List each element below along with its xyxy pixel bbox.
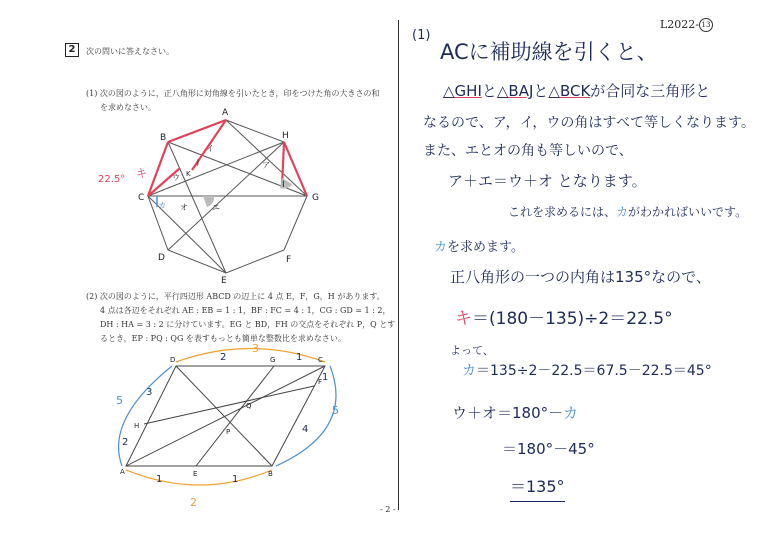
label-c: C [138,193,145,203]
segment-ac [126,366,325,466]
label-d: D [158,253,165,263]
triangle-baj: △BAJ [496,82,534,100]
p-label-h: H [134,422,140,430]
p-label-d: D [170,356,176,364]
num-left-upper: 3 [146,387,153,398]
label-k: K [186,170,191,178]
label-ka-kana: カ [158,201,166,210]
num-bottom-arc: 2 [190,496,197,509]
answer-line-5: ア＋エ＝ウ＋オ となります。 [448,172,647,190]
label-ki-kana: キ [136,167,147,180]
label-i: I [282,180,285,190]
answer-line-11: カ＝135÷2－22.5＝67.5－22.5＝45° [462,363,712,379]
page-number: - 2 - [380,505,396,514]
answer-line-6: これを求めるには、カがわかればいいです。 [508,205,748,219]
answer-line-9: キ＝(180－135)÷2＝22.5° [455,309,673,329]
answer-line-7: カを求めます。 [434,240,524,255]
answer-line-1: ACに補助線を引くと、 [440,40,658,64]
label-e: E [221,276,227,286]
p-label-c: C [318,356,323,364]
p-label-p: P [226,428,231,436]
num-left-lower: 2 [122,437,129,448]
answer-line-2: △GHIと△BAJと△BCKが合同な三角形と [443,82,711,100]
answer-line-13: ＝180°－45° [502,440,595,458]
label-b: B [160,133,167,143]
label-f: F [286,255,292,265]
label-u-kana: ウ [172,173,180,182]
label-i-kana: イ [206,144,214,153]
part2-text-4: るとき，EP : PQ : QG を表すもっとも簡単な整数比を求めなさい。 [100,334,346,343]
answer-line-4: また、エとオの角も等しいので、 [423,143,633,159]
label-g: G [312,193,319,203]
p-label-b: B [268,470,273,478]
triangle-ghi: △GHI [443,82,482,100]
part2-text-1: (2) 次の図のように，平行四辺形 ABCD の辺上に 4 点 E，F，G，H があります。 [86,292,385,301]
label-j: J [197,158,200,166]
segment-bd [176,366,272,466]
part2-text-3: DH : HA = 3 : 2 に分けています。EG と BD，FH の交点をそれぞれ P，Q とす [100,320,396,329]
circled-page-number: 13 [699,18,713,32]
triangle-bck: △BCK [548,82,591,100]
angle-note: 22.5° [98,174,126,185]
p-label-a: A [120,468,125,476]
p-label-f: F [318,378,323,386]
num-bottom-left: 1 [156,474,163,485]
arc-left [119,366,172,466]
part1-text-1: (1) 次の図のように，正八角形に対角線を引いたとき，印をつけた角の大きさの和 [86,89,380,98]
segment-fh [144,386,314,424]
label-o-kana: オ [180,203,188,212]
num-bottom-right: 1 [232,474,239,485]
label-e-kana: エ [212,203,220,212]
part2-text-2: 4 点は各辺をそれぞれ AE : EB = 1 : 1，BF : FC = 4 : 1，CG : GD = 1 : 2， [100,306,391,315]
question-intro: 次の問いに答えなさい。 [86,47,174,56]
num-top-right: 1 [296,352,303,363]
part1-text-2: を求めなさい。 [100,103,156,112]
p-label-e: E [193,470,198,478]
label-a: A [222,108,229,118]
answer-line-8: 正八角形の一つの内角は135°なので、 [450,268,711,286]
num-right-upper: 1 [322,372,329,383]
arc-top [176,349,325,363]
num-top-left: 2 [220,352,227,363]
answer-line-3: なるので、ア，イ，ウの角はすべて等しくなります。 [423,115,755,131]
answer-part-label: (1) [412,28,431,43]
num-top-arc: 3 [252,342,259,355]
num-right-lower: 4 [302,424,309,435]
p-label-g: G [270,356,276,364]
answer-line-14: ＝135° [510,474,565,502]
question-number: 2 [65,43,79,57]
arc-bottom [126,470,272,485]
answer-line-12: ウ＋オ＝180°－カ [452,404,579,422]
label-a-kana: ア [262,161,270,170]
num-right-arc: 5 [332,404,339,417]
label-h: H [282,131,289,141]
segment-eg [196,366,274,466]
page-code: L2022- 13 [660,18,713,32]
num-left-arc: 5 [116,394,123,407]
answer-line-10: よって、 [450,344,494,357]
p-label-q: Q [246,402,252,410]
